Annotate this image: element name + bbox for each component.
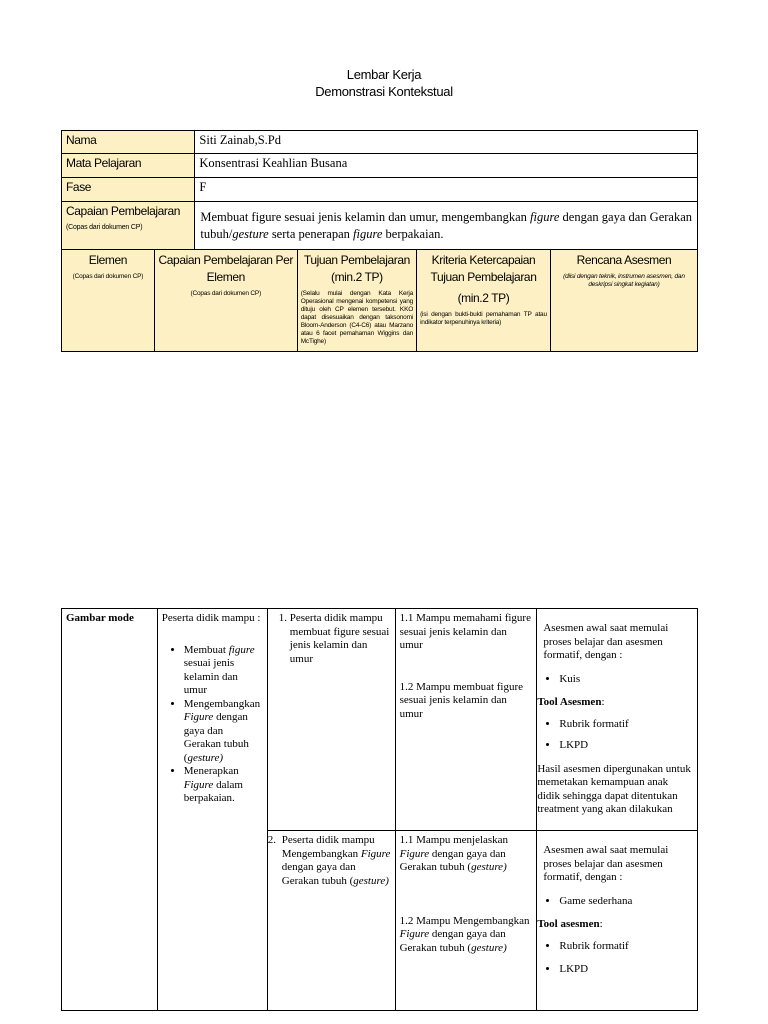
cp-text-4: gesture bbox=[232, 227, 269, 241]
ra-2-item: • Game sederhana bbox=[559, 895, 693, 909]
cell-tp-2 bbox=[267, 831, 395, 1011]
tp-2-text bbox=[282, 834, 391, 888]
ra-1-tool-1: • Rubrik formatif bbox=[559, 718, 693, 732]
cell-ra-1 bbox=[537, 609, 698, 831]
row-mapel bbox=[62, 154, 698, 178]
cpe-3-c: dalam berpakaian. bbox=[183, 778, 243, 804]
cp-text-5: serta penerapan bbox=[268, 227, 354, 241]
cp-text-2: figure bbox=[530, 210, 560, 224]
ktp-1-1: 1.1 Mampu memahami figure sesuai jenis kelamin dan umur bbox=[399, 612, 531, 651]
ra-1-intro: Asesmen awal saat memulai proses belajar dan asesmen formatif, dengan : bbox=[543, 622, 669, 661]
mapel-label: Mata Pelajaran bbox=[62, 154, 195, 178]
tp-item-2 bbox=[268, 834, 391, 888]
ra-2-intro: Asesmen awal saat memulai proses belajar dan asesmen formatif, dengan : bbox=[543, 844, 669, 883]
cpe-2-c: dengan gaya dan Gerakan tubuh ( bbox=[183, 711, 249, 764]
ra-2-tool bbox=[537, 918, 693, 932]
fase-value: F bbox=[195, 178, 698, 202]
ktp-2-1-c: dengan gaya dan Gerakan tubuh ( bbox=[399, 847, 506, 873]
cpe-intro: Peserta didik mampu : bbox=[161, 612, 261, 624]
ktp-2-2-d: gesture) bbox=[471, 941, 507, 954]
ktp-2-2-a: 1.2 Mampu Mengembangkan bbox=[399, 914, 530, 927]
ktp-2-2-b: Figure bbox=[399, 928, 430, 940]
ktp-2-1 bbox=[400, 834, 533, 875]
row-capaian bbox=[62, 202, 698, 250]
tp-2-b: Figure bbox=[360, 847, 391, 860]
ra-1-item: • Kuis bbox=[559, 673, 693, 687]
ra-1-items bbox=[537, 673, 693, 687]
cp-note: (Copas dari dokumen CP) bbox=[66, 224, 143, 231]
ra-2-tools bbox=[537, 940, 693, 977]
cpe-3-a: Menerapkan bbox=[183, 765, 239, 777]
ktp-2-1-d: gesture) bbox=[471, 861, 507, 873]
header-cpe-title: Capaian Pembelajaran Per Elemen bbox=[158, 253, 293, 284]
ra-2-tool-2: • LKPD bbox=[559, 963, 693, 977]
tp-2-d: gesture) bbox=[353, 874, 389, 887]
cpe-item-3 bbox=[184, 765, 263, 806]
ra-1-tool-colon: : bbox=[601, 696, 605, 708]
row-headers bbox=[62, 250, 698, 352]
header-cpe bbox=[154, 250, 297, 352]
ra-2-items bbox=[537, 895, 693, 909]
ra-2-tool-label: Tool asesmen bbox=[537, 918, 600, 930]
header-elemen-note: (Copas dari dokumen CP) bbox=[72, 273, 144, 280]
cp-text-7: berpakaian. bbox=[382, 227, 444, 241]
cpe-2-b: Figure bbox=[183, 711, 214, 723]
header-cpe-note: (Copas dari dokumen CP) bbox=[190, 290, 262, 297]
cp-text-6: figure bbox=[353, 227, 383, 241]
header-ktp-note: (isi dengan bukti-bukti pemahaman TP atau indikator terpenuhinya kriteria) bbox=[420, 311, 547, 326]
ra-1-tool-label: Tool Asesmen bbox=[537, 696, 602, 708]
fase-label: Fase bbox=[62, 178, 195, 202]
cp-label-text: Capaian Pembelajaran bbox=[66, 204, 181, 218]
cp-value bbox=[195, 202, 698, 250]
cp-text-3: dengan gaya dan Gerakan tubuh/ bbox=[200, 210, 692, 241]
header-tp-title: Tujuan Pembelajaran (min.2 TP) bbox=[303, 253, 410, 284]
ktp-2-2-c: dengan gaya dan Gerakan tubuh ( bbox=[399, 928, 506, 954]
ra-2-tool-1: • Rubrik formatif bbox=[559, 940, 693, 954]
tp-2-a: Peserta didik mampu Mengembangkan bbox=[281, 834, 375, 860]
title-line-2: Demonstrasi Kontekstual bbox=[315, 84, 453, 99]
identity-table bbox=[61, 130, 698, 352]
content-row-1 bbox=[62, 609, 698, 831]
row-nama bbox=[62, 131, 698, 154]
cell-ktp-1 bbox=[395, 609, 537, 831]
header-ra-note: (diisi dengan teknik, instrumen asesmen, dan deskripsi singkat kegiatan) bbox=[563, 273, 685, 288]
cell-cpe bbox=[157, 609, 267, 1011]
header-tp bbox=[297, 250, 416, 352]
cpe-1-c: sesuai jenis kelamin dan umur bbox=[183, 657, 238, 696]
header-tp-note: (Selalu mulai dengan Kata Kerja Operasional mengenai kompetensi yang dituju oleh CP elemen tersebut. KKO dapat disesuaikan dengan taksonomi Bloom-Anderson (C4-C6) atau Marzano atau 6 facet pemahaman Wiggins dan McTighe) bbox=[300, 290, 414, 345]
cpe-2-d: gesture) bbox=[187, 751, 224, 764]
tp-item-1: 1. Peserta didik mampu membuat figure sesuai jenis kelamin dan umur bbox=[290, 612, 391, 666]
ra-1-hasil: Hasil asesmen dipergunakan untuk memetakan kemampuan anak didik sehingga dapat ditentukan treatment yang akan dilakukan bbox=[537, 762, 691, 815]
cpe-3-b: Figure bbox=[183, 778, 214, 791]
cp-text-1: Membuat figure sesuai jenis kelamin dan umur, mengembangkan bbox=[200, 210, 531, 224]
cpe-item-1 bbox=[184, 644, 263, 698]
ktp-1-2: 1.2 Mampu membuat figure sesuai jenis kelamin dan umur bbox=[399, 680, 524, 720]
ra-1-tool-2: • LKPD bbox=[559, 739, 693, 753]
cpe-2-a: Mengembangkan bbox=[183, 697, 261, 710]
ktp-2-2 bbox=[400, 915, 533, 956]
cpe-item-2 bbox=[184, 698, 263, 766]
nama-label: Nama bbox=[62, 131, 195, 154]
ra-1-tools bbox=[537, 718, 693, 753]
tp-2-c: dengan gaya dan Gerakan tubuh ( bbox=[281, 861, 356, 887]
mapel-value: Konsentrasi Keahlian Busana bbox=[195, 154, 698, 178]
ra-1-tool bbox=[537, 696, 693, 710]
tp-2-num: 2. bbox=[267, 834, 277, 846]
cp-label bbox=[62, 202, 195, 250]
header-ktp bbox=[417, 250, 551, 352]
header-elemen-title: Elemen bbox=[88, 253, 128, 267]
document-title bbox=[0, 66, 768, 100]
cpe-1-a: Membuat bbox=[183, 643, 229, 656]
ra-2-tool-colon: : bbox=[599, 918, 603, 930]
nama-value: Siti Zainab,S.Pd bbox=[195, 131, 698, 154]
title-line-1: Lembar Kerja bbox=[346, 67, 422, 82]
cell-ra-2 bbox=[537, 831, 698, 1011]
ktp-2-1-b: Figure bbox=[399, 847, 430, 860]
cpe-list bbox=[162, 644, 263, 806]
header-ktp-min: (min.2 TP) bbox=[457, 291, 510, 305]
row-fase bbox=[62, 178, 698, 202]
elemen-value: Gambar mode bbox=[66, 612, 134, 624]
cell-ktp-2 bbox=[395, 831, 537, 1011]
header-ra-title: Rencana Asesmen bbox=[576, 253, 672, 267]
header-ktp-title: Kriteria Ketercapaian Tujuan Pembelajaran bbox=[430, 253, 537, 284]
content-table bbox=[61, 608, 698, 1011]
ktp-2-1-a: 1.1 Mampu menjelaskan bbox=[399, 834, 509, 846]
tp-list bbox=[272, 612, 391, 666]
cell-elemen bbox=[62, 609, 158, 1011]
header-elemen bbox=[62, 250, 155, 352]
header-ra bbox=[550, 250, 697, 352]
cell-tp-1 bbox=[267, 609, 395, 831]
cpe-1-b: figure bbox=[228, 643, 255, 656]
